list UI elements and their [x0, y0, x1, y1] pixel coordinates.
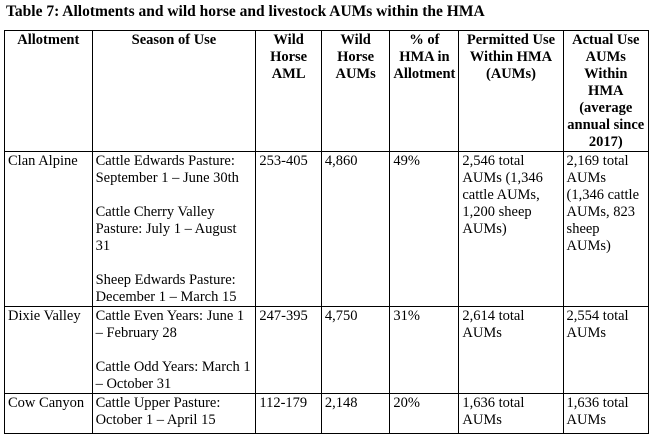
column-header-actual-use: Actual Use AUMs Within HMA (average annual since 2017)	[563, 31, 648, 152]
season-entry: Cattle Cherry Valley Pasture: July 1 – August 31	[95, 204, 237, 254]
aml-cell: 112-179	[256, 394, 322, 434]
season-entry: Cattle Odd Years: March 1 – October 31	[95, 359, 251, 392]
header-row	[5, 31, 649, 152]
season-entry: Cattle Even Years: June 1 – February 28	[95, 308, 245, 341]
season-cell	[92, 152, 256, 307]
actual-cell: 1,636 total AUMs	[563, 394, 648, 434]
column-header-wild-horse-aml: Wild Horse AML	[256, 31, 322, 152]
table-caption: Table 7: Allotments and wild horse and livestock AUMs within the HMA	[6, 3, 485, 20]
season-cell	[92, 307, 256, 394]
aml-cell: 253-405	[256, 152, 322, 307]
column-header-wild-horse-aums: Wild Horse AUMs	[321, 31, 390, 152]
season-entry: Cattle Edwards Pasture: September 1 – June 30th	[95, 153, 239, 186]
table-row	[5, 394, 649, 434]
pct-cell: 31%	[390, 307, 459, 394]
actual-cell: 2,554 total AUMs	[563, 307, 648, 394]
season-cell	[92, 394, 256, 434]
pct-cell: 20%	[390, 394, 459, 434]
pct-cell: 49%	[390, 152, 459, 307]
allotment-cell: Cow Canyon	[5, 394, 93, 434]
allotment-cell: Clan Alpine	[5, 152, 93, 307]
aums-cell: 4,860	[321, 152, 390, 307]
permitted-cell: 2,614 total AUMs	[459, 307, 563, 394]
season-entry: Sheep Edwards Pasture: December 1 – March 15	[95, 272, 237, 305]
table-row	[5, 307, 649, 394]
permitted-cell: 1,636 total AUMs	[459, 394, 563, 434]
aums-cell: 4,750	[321, 307, 390, 394]
column-header-pct-hma: % of HMA in Allotment	[390, 31, 459, 152]
aums-cell: 2,148	[321, 394, 390, 434]
aml-cell: 247-395	[256, 307, 322, 394]
table-row	[5, 152, 649, 307]
permitted-cell: 2,546 total AUMs (1,346 cattle AUMs, 1,200 sheep AUMs)	[459, 152, 563, 307]
actual-cell: 2,169 total AUMs (1,346 cattle AUMs, 823 sheep AUMs)	[563, 152, 648, 307]
column-header-season-of-use: Season of Use	[92, 31, 256, 152]
column-header-permitted-use: Permitted Use Within HMA (AUMs)	[459, 31, 563, 152]
allotment-cell: Dixie Valley	[5, 307, 93, 394]
allotments-table	[4, 30, 649, 434]
season-entry: Cattle Upper Pasture: October 1 – April 15	[95, 395, 221, 428]
column-header-allotment: Allotment	[5, 31, 93, 152]
